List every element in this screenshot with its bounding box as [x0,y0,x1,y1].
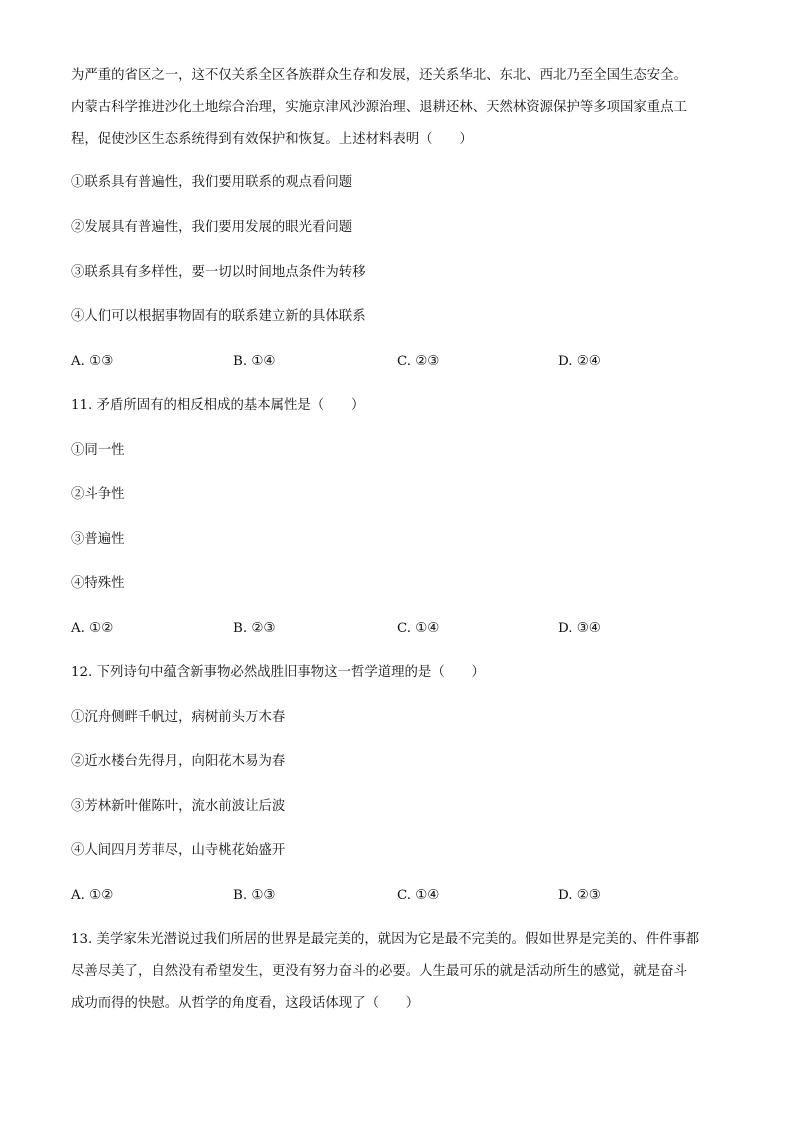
q11-item-2: ②斗争性 [71,487,125,502]
q12-stem: 12. 下列诗句中蕴含新事物必然战胜旧事物这一哲学道理的是（ ） [71,665,485,680]
q12-option-b[interactable]: B. ①③ [233,888,276,903]
q13-stem-line-2: 尽善尽美了，自然没有希望发生，更没有努力奋斗的必要。人生最可乐的就是活动所生的感觉，就是奋斗 [71,964,687,979]
q10-options [71,352,721,372]
q11-item-1: ①同一性 [71,443,125,458]
q10-stem-line-1: 为严重的省区之一，这不仅关系全区各族群众生存和发展，还关系华北、东北、西北乃至全国生态安全。 [71,68,687,83]
q10-item-2: ②发展具有普遍性，我们要用发展的眼光看问题 [71,220,353,235]
q12-option-d[interactable]: D. ②③ [558,888,601,903]
q12-options [71,886,721,906]
q11-option-a[interactable]: A. ①② [71,621,114,636]
q12-item-1: ①沉舟侧畔千帆过，病树前头万木春 [71,710,286,725]
q10-option-a[interactable]: A. ①③ [71,354,114,369]
q11-option-c[interactable]: C. ①④ [397,621,440,636]
q10-option-b[interactable]: B. ①④ [233,354,276,369]
q12-item-3: ③芳林新叶催陈叶，流水前波让后波 [71,799,286,814]
q11-stem: 11. 矛盾所固有的相反相成的基本属性是（ ） [71,398,365,413]
q10-stem-line-2: 内蒙古科学推进沙化土地综合治理，实施京津风沙源治理、退耕还林、天然林资源保护等多项国家重点工 [71,100,687,115]
q12-option-c[interactable]: C. ①④ [397,888,440,903]
q13-stem-line-1: 13. 美学家朱光潜说过我们所居的世界是最完美的，就因为它是最不完美的。假如世界是完美的、件件事都 [71,932,700,947]
q12-item-4: ④人间四月芳菲尽，山寺桃花始盛开 [71,843,286,858]
q10-option-c[interactable]: C. ②③ [397,354,440,369]
q10-item-1: ①联系具有普遍性，我们要用联系的观点看问题 [71,175,353,190]
q11-option-b[interactable]: B. ②③ [233,621,276,636]
q12-option-a[interactable]: A. ①② [71,888,114,903]
q10-stem-line-3: 程，促使沙区生态系统得到有效保护和恢复。上述材料表明（ ） [71,132,473,147]
q12-item-2: ②近水楼台先得月，向阳花木易为春 [71,754,286,769]
q11-options [71,619,721,639]
q11-option-d[interactable]: D. ③④ [558,621,601,636]
q11-item-4: ④特殊性 [71,576,125,591]
q11-item-3: ③普遍性 [71,532,125,547]
q10-item-3: ③联系具有多样性，要一切以时间地点条件为转移 [71,265,366,280]
q10-option-d[interactable]: D. ②④ [558,354,601,369]
q10-item-4: ④人们可以根据事物固有的联系建立新的具体联系 [71,309,366,324]
q13-stem-line-3: 成功而得的快慰。从哲学的角度看，这段话体现了（ ） [71,996,420,1011]
